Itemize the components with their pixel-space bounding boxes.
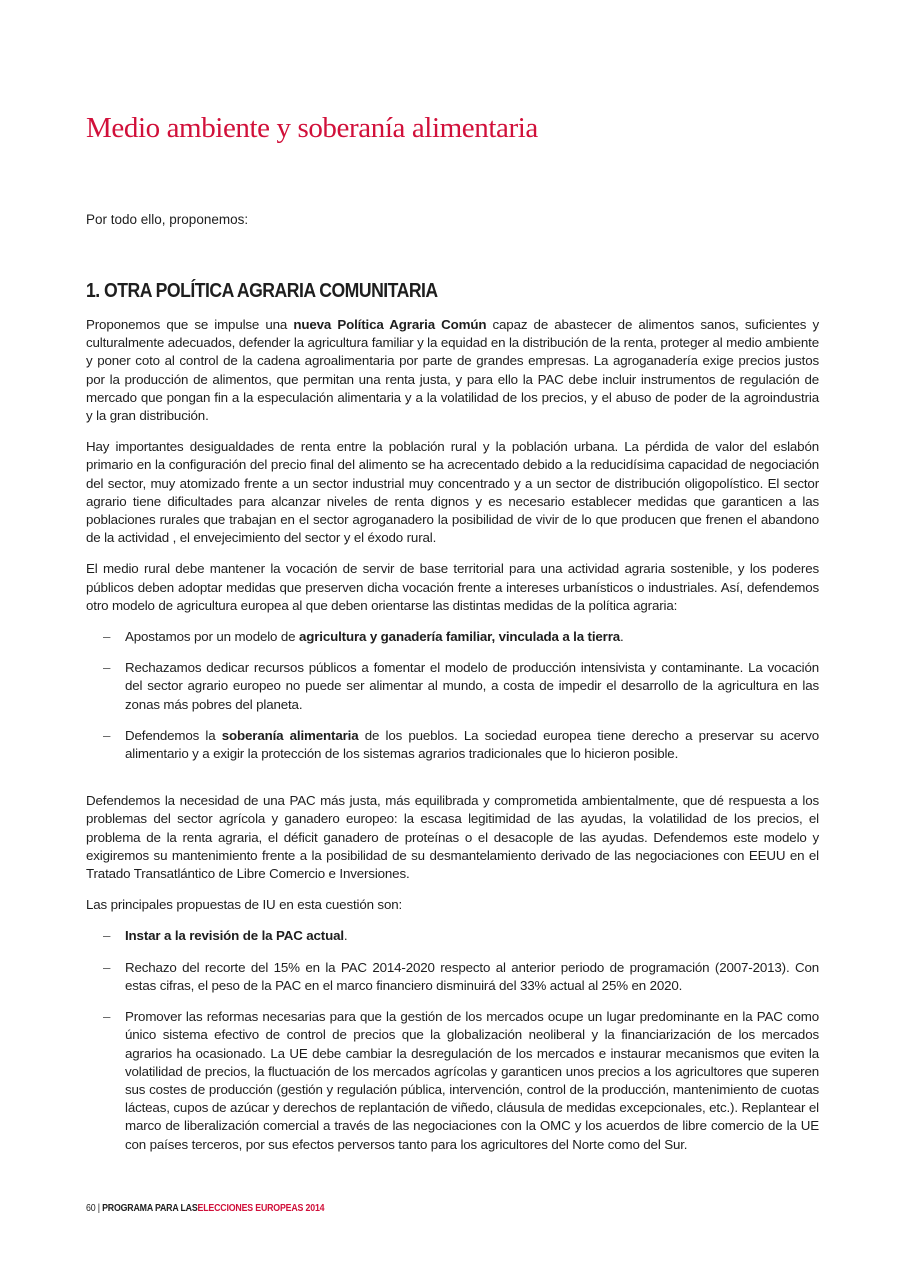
- footer-elections: ELECCIONES EUROPEAS 2014: [197, 1203, 325, 1214]
- list-item: – Defendemos la soberanía alimentaria de los pueblos. La sociedad europea tiene derecho a preservar su acervo alimentario y a exigir la protección de los sistemas agrarios tradicionales que lo hicieron posible.: [86, 727, 819, 763]
- section-title: Medio ambiente y soberanía alimentaria: [86, 112, 538, 144]
- paragraph-4: Defendemos la necesidad de una PAC más justa, más equilibrada y comprometida ambientalmente, que dé respuesta a los problemas del sector agrícola y ganadero europeo: la escasa legitimidad de las ayudas, la volatilidad de los precios, el problema de la renta agraria, el déficit ganadero de proteínas o el desacople de las ayudas. Defendemos este modelo y exigiremos su mantenimiento frente a la posibilidad de su desmantelamiento derivado de las negociaciones con EEUU en el Tratado Transatlántico de Libre Comercio e Inversiones.: [86, 793, 819, 882]
- list-item: – Rechazamos dedicar recursos públicos a fomentar el modelo de producción intensivista y contaminante. La vocación del sector agrario europeo no puede ser alimentar al mundo, a costa de impedir el desarrollo de la agricultura en las zonas más pobres del planeta.: [86, 659, 819, 714]
- list-item: – Rechazo del recorte del 15% en la PAC 2014-2020 respecto al anterior periodo de programación (2007-2013). Con estas cifras, el peso de la PAC en el marco financiero disminuirá del 33% actual al 25% en 2020.: [86, 959, 819, 995]
- paragraph-5: Las principales propuestas de IU en esta cuestión son:: [86, 897, 403, 913]
- list-item: – Apostamos por un modelo de agricultura y ganadería familiar, vinculada a la tierra.: [86, 628, 819, 646]
- list-item: – Instar a la revisión de la PAC actual.: [86, 927, 819, 945]
- section-heading: 1. OTRA POLÍTICA AGRARIA COMUNITARIA: [86, 279, 438, 302]
- model-list: [86, 628, 819, 763]
- proposals-list: [86, 927, 819, 1153]
- footer-program: PROGRAMA PARA LAS: [102, 1203, 198, 1214]
- paragraph-3: El medio rural debe mantener la vocación de servir de base territorial para una actividad agraria sostenible, y los poderes públicos deben adoptar medidas que preserven dicha vocación frente a intereses urbanísticos o industriales. Así, defendemos otro modelo de agricultura europea al que deben orientarse las distintas medidas de la política agraria:: [86, 561, 819, 613]
- list-item: – Promover las reformas necesarias para que la gestión de los mercados ocupe un lugar predominante en la PAC como único sistema efectivo de control de precios que la globalización neoliberal y la financiarización de los mercados agrarios ha ocasionado. La UE debe cambiar la desregulación de los mercados e instaurar mecanismos que eviten la volatilidad de precios, la fluctuación de los mercados agrícolas y garanticen unos precios a los agricultores que superen sus costes de producción (gestión y regulación pública, intervención, control de la producción, mantenimiento de cuotas lácteas, cupos de azúcar y derechos de replantación de viñedo, cláusula de medidas excepcionales, etc.). Replantear el marco de liberalización comercial a través de las negociaciones con la OMC y los acuerdos de libre comercio de la UE con países terceros, por sus efectos perversos tanto para los agricultores del Norte como del Sur.: [86, 1008, 819, 1154]
- paragraph-2: Hay importantes desigualdades de renta entre la población rural y la población urbana. La pérdida de valor del eslabón primario en la configuración del precio final del alimento se ha acrecentado debido a la reducidísima capacidad de negociación del sector, muy atomizado frente a un sector industrial muy concentrado y a un sector de distribución oligopolístico. El sector agrario tiene dificultades para alcanzar niveles de renta dignos y es necesario establecer medidas que garanticen a las poblaciones rurales que trabajan en el sector agroganadero la posibilidad de vivir de lo que producen que frenen el abandono de la actividad , el envejecimiento del sector y el éxodo rural.: [86, 439, 819, 546]
- page-number: 60 |: [86, 1203, 100, 1214]
- paragraph-1: Proponemos que se impulse una nueva Política Agraria Común capaz de abastecer de alimentos sanos, suficientes y culturalmente adecuados, defender la agricultura familiar y la equidad en la distribución de la renta, proteger al medio ambiente y poner coto al control de la cadena agroalimentaria por parte de grandes empresas. La agroganadería exige precios justos por la producción de alimentos, que permitan una renta justa, y para ello la PAC debe incluir instrumentos de regulación de mercado que pongan fin a la especulación alimentaria y a la volatilidad de los precios, y el abuso de poder de la agroindustria y la gran distribución.: [86, 317, 819, 424]
- body-text: [86, 316, 819, 1167]
- page-footer: [86, 1203, 324, 1214]
- intro-text: Por todo ello, proponemos:: [86, 212, 249, 227]
